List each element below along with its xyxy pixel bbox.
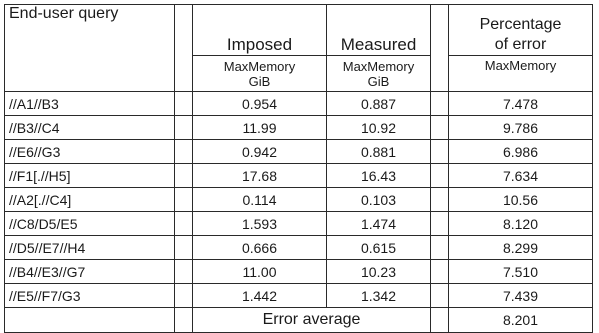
imposed-cell: 1.442 (193, 284, 327, 308)
spacer-cell (175, 92, 193, 116)
imposed-column-header: Imposed (193, 5, 327, 56)
query-cell: //A2[.//C4] (5, 188, 175, 212)
query-column-header: End-user query (5, 5, 175, 92)
imposed-cell: 11.00 (193, 260, 327, 284)
query-cell: //B3//C4 (5, 116, 175, 140)
table-row (5, 188, 593, 212)
error-header-line1: Percentage (479, 16, 562, 33)
spacer-cell (431, 188, 449, 212)
spacer-cell (431, 92, 449, 116)
imposed-cell: 0.666 (193, 236, 327, 260)
imposed-cell: 0.942 (193, 140, 327, 164)
spacer-cell (431, 236, 449, 260)
imposed-cell: 0.114 (193, 188, 327, 212)
measured-cell: 10.92 (327, 116, 431, 140)
table-row (5, 164, 593, 188)
measured-cell: 16.43 (327, 164, 431, 188)
spacer-column (175, 5, 193, 92)
spacer-cell (175, 236, 193, 260)
spacer-cell (175, 212, 193, 236)
error-header-line2: of error (494, 36, 547, 53)
error-average-label: Error average (193, 308, 431, 333)
query-cell: //F1[.//H5] (5, 164, 175, 188)
table-row (5, 212, 593, 236)
imposed-cell: 17.68 (193, 164, 327, 188)
measured-cell: 0.103 (327, 188, 431, 212)
table-row (5, 116, 593, 140)
error-cell: 8.299 (449, 236, 593, 260)
spacer-column (431, 5, 449, 92)
imposed-cell: 1.593 (193, 212, 327, 236)
error-cell: 6.986 (449, 140, 593, 164)
error-cell: 9.786 (449, 116, 593, 140)
error-unit-header: MaxMemory (449, 56, 593, 92)
imposed-cell: 11.99 (193, 116, 327, 140)
measured-cell: 0.615 (327, 236, 431, 260)
table-row (5, 236, 593, 260)
measured-unit-line2: GiB (367, 73, 390, 89)
error-cell: 7.634 (449, 164, 593, 188)
spacer-cell (175, 140, 193, 164)
measured-column-header: Measured (327, 5, 431, 56)
imposed-cell: 0.954 (193, 92, 327, 116)
spacer-cell (431, 116, 449, 140)
results-table (4, 4, 593, 333)
query-cell: //E6//G3 (5, 140, 175, 164)
table-body (5, 5, 593, 333)
query-cell: //E5//F7/G3 (5, 284, 175, 308)
table-row (5, 260, 593, 284)
table-row (5, 92, 593, 116)
measured-cell: 1.474 (327, 212, 431, 236)
spacer-cell (175, 284, 193, 308)
error-cell: 8.120 (449, 212, 593, 236)
spacer-cell (175, 188, 193, 212)
table-row (5, 140, 593, 164)
spacer-cell (431, 212, 449, 236)
spacer-cell (175, 308, 193, 333)
error-cell: 10.56 (449, 188, 593, 212)
spacer-cell (431, 164, 449, 188)
header-row (5, 5, 593, 56)
spacer-cell (431, 308, 449, 333)
measured-cell: 0.881 (327, 140, 431, 164)
measured-unit-line1: MaxMemory (342, 58, 415, 74)
error-cell: 7.439 (449, 284, 593, 308)
spacer-cell (431, 140, 449, 164)
measured-cell: 1.342 (327, 284, 431, 308)
error-column-header (449, 5, 593, 56)
error-cell: 7.510 (449, 260, 593, 284)
footer-row (5, 308, 593, 333)
imposed-unit-line2: GiB (248, 73, 271, 89)
spacer-cell (175, 164, 193, 188)
measured-cell: 0.887 (327, 92, 431, 116)
measured-unit-header (327, 56, 431, 92)
measured-cell: 10.23 (327, 260, 431, 284)
spacer-cell (175, 260, 193, 284)
query-cell: //C8/D5/E5 (5, 212, 175, 236)
table-row (5, 284, 593, 308)
spacer-cell (431, 284, 449, 308)
error-average-value: 8.201 (449, 308, 593, 333)
error-cell: 7.478 (449, 92, 593, 116)
query-cell: //D5//E7//H4 (5, 236, 175, 260)
query-cell: //A1//B3 (5, 92, 175, 116)
imposed-unit-line1: MaxMemory (223, 58, 296, 74)
spacer-cell (175, 116, 193, 140)
spacer-cell (431, 260, 449, 284)
query-cell: //B4//E3//G7 (5, 260, 175, 284)
footer-blank-cell (5, 308, 175, 333)
imposed-unit-header (193, 56, 327, 92)
